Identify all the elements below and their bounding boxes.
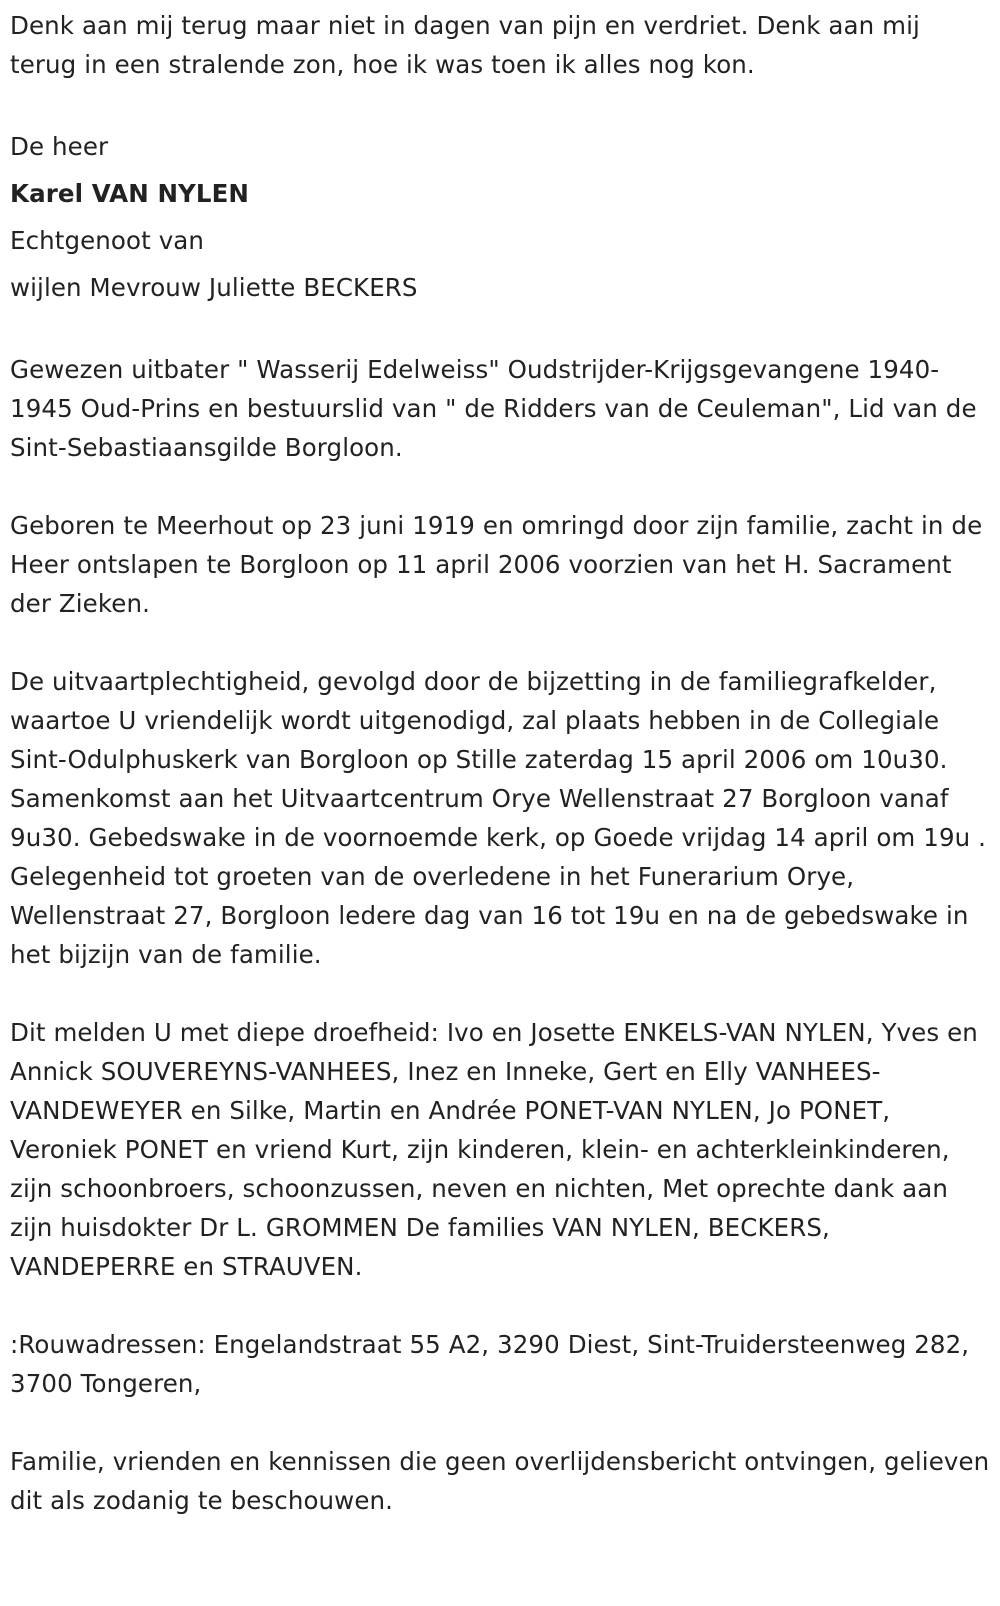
spacer (10, 84, 990, 123)
spacer (10, 974, 990, 1013)
spouse-label: Echtgenoot van (10, 226, 205, 255)
honorific: De heer (10, 132, 109, 161)
condolence-addresses: :Rouwadressen: Engelandstraat 55 A2, 3290 Diest, Sint-Truidersteenweg 282, 3700 Tongeren, (10, 1330, 970, 1398)
birth-death: Geboren te Meerhout op 23 juni 1919 en omringd door zijn familie, zacht in de Heer ontslapen te Borgloon op 11 april 2006 voorzien van het H. Sacrament der Zieken. (10, 511, 983, 618)
family-announcement: Dit melden U met diepe droefheid: Ivo en Josette ENKELS-VAN NYLEN, Yves en Annick SOUVEREYNS-VANHEES, Inez en Inneke, Gert en Elly VANHEES-VANDEWEYER en Silke, Martin en Andrée PONET-VAN NYLEN, Jo PONET, Veroniek PONET en vriend Kurt, zijn kinderen, klein- en achterkleinkinderen, zijn schoonbroers, schoonzussen, neven en nichten, Met oprechte dank aan zijn huisdokter Dr L. GROMMEN De families VAN NYLEN, BECKERS, VANDEPERRE en STRAUVEN. (10, 1018, 978, 1281)
spacer (10, 311, 990, 350)
spacer (10, 1403, 990, 1442)
closing-note: Familie, vrienden en kennissen die geen overlijdensbericht ontvingen, gelieven dit als zodanig te beschouwen. (10, 1447, 990, 1515)
spouse-name: wijlen Mevrouw Juliette BECKERS (10, 273, 418, 302)
spacer (10, 1286, 990, 1325)
spacer (10, 467, 990, 506)
biography: Gewezen uitbater " Wasserij Edelweiss" Oudstrijder-Krijgsgevangene 1940-1945 Oud-Prins en bestuurslid van " de Ridders van de Ceuleman", Lid van de Sint-Sebastiaansgilde Borgloon. (10, 355, 977, 462)
funeral-details: De uitvaartplechtigheid, gevolgd door de bijzetting in de familiegrafkelder, waartoe U vriendelijk wordt uitgenodigd, zal plaats hebben in de Collegiale Sint-Odulphuskerk van Borgloon op Stille zaterdag 15 april 2006 om 10u30. Samenkomst aan het Uitvaartcentrum Orye Wellenstraat 27 Borgloon vanaf 9u30. Gebedswake in de voornoemde kerk, op Goede vrijdag 14 april om 19u . Gelegenheid tot groeten van de overledene in het Funerarium Orye, Wellenstraat 27, Borgloon ledere dag van 16 tot 19u en na de gebedswake in het bijzijn van de familie. (10, 667, 987, 969)
deceased-name: Karel VAN NYLEN (10, 179, 250, 208)
spacer (10, 623, 990, 662)
intro-verse: Denk aan mij terug maar niet in dagen van pijn en verdriet. Denk aan mij terug in een stralende zon, hoe ik was toen ik alles nog kon. (10, 11, 920, 79)
